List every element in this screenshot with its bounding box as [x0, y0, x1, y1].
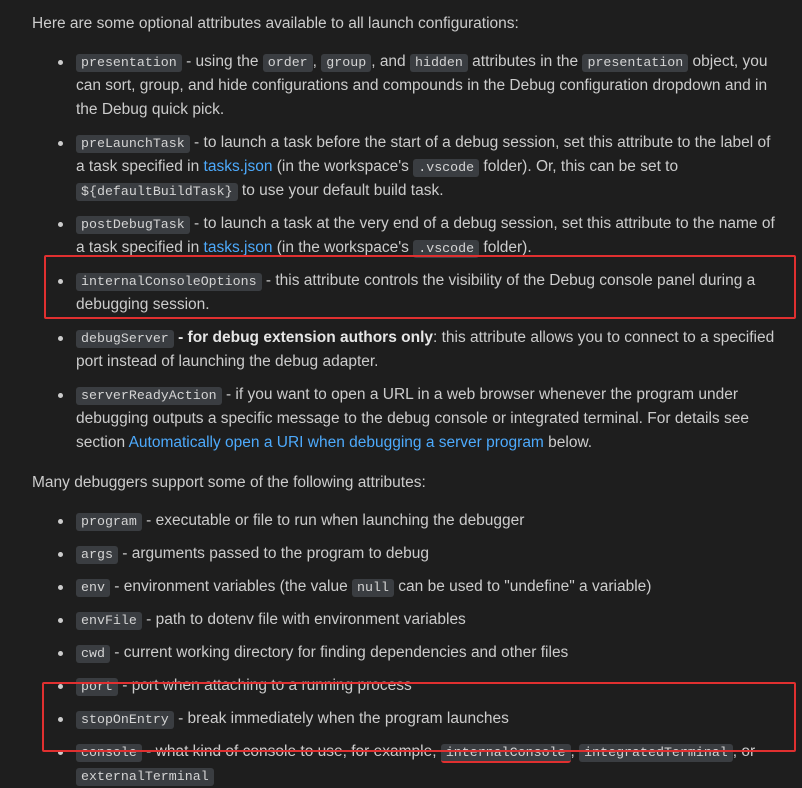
text-run: , and — [371, 53, 410, 71]
text-run: (in the workspace's — [272, 158, 414, 176]
list-item — [32, 608, 782, 632]
attribute-name: internalConsoleOptions — [76, 273, 262, 291]
text-run: - to launch a task at the very end of a debug session, set this attribute to the name of a task specified in — [76, 215, 775, 257]
list-item — [32, 707, 782, 731]
attribute-name: console — [76, 744, 142, 762]
text-run: object, you can sort, group, and hide configurations and compounds in the Debug configuration dropdown and in the Debug quick pick. — [76, 53, 768, 119]
text-run: can be used to "undefine" a variable) — [393, 578, 652, 596]
attribute-name: presentation — [76, 54, 182, 72]
list-item — [32, 383, 782, 455]
attribute-name: cwd — [76, 645, 110, 663]
emphasis-text: - for debug extension authors only — [173, 329, 433, 347]
list-item — [32, 326, 782, 374]
text-run: - port when attaching to a running process — [117, 677, 412, 695]
list-item — [32, 269, 782, 317]
inline-code: null — [352, 579, 394, 597]
text-run: - current working directory for finding dependencies and other files — [109, 644, 569, 662]
text-run: - break immediately when the program launches — [173, 710, 509, 728]
attribute-name: stopOnEntry — [76, 711, 174, 729]
doc-link[interactable]: Automatically open a URI when debugging a server program — [128, 434, 544, 452]
text-run: attributes in the — [467, 53, 583, 71]
list-item — [32, 212, 782, 260]
attribute-name: serverReadyAction — [76, 387, 222, 405]
list-item — [32, 641, 782, 665]
text-run: - executable or file to run when launching the debugger — [141, 512, 525, 530]
list-item — [32, 575, 782, 599]
attribute-name: envFile — [76, 612, 142, 630]
text-run: below. — [543, 434, 593, 452]
text-run: - what kind of console to use, for example, — [141, 743, 441, 761]
doc-link[interactable]: tasks.json — [203, 239, 273, 257]
text-run: to use your default build task. — [237, 182, 444, 200]
optional-attributes-list — [32, 50, 782, 455]
text-run: - this attribute controls the visibility of the Debug console panel during a debugging session. — [76, 272, 756, 314]
text-run: folder). — [479, 239, 532, 257]
list-item — [32, 509, 782, 533]
list-item — [32, 50, 782, 122]
inline-code: order — [263, 54, 313, 72]
attribute-name: postDebugTask — [76, 216, 190, 234]
text-run: - arguments passed to the program to debug — [117, 545, 429, 563]
inline-code: group — [321, 54, 371, 72]
text-run: - to launch a task before the start of a debug session, set this attribute to the label of a task specified in — [76, 134, 771, 176]
text-run: , or — [732, 743, 756, 761]
text-run: - if you want to open a URL in a web browser whenever the program under debugging outputs a specific message to the debug console or integrated terminal. For details see section — [76, 386, 749, 452]
inline-code: externalTerminal — [76, 768, 214, 786]
inline-code: presentation — [582, 54, 688, 72]
list-item — [32, 131, 782, 203]
list-item — [32, 674, 782, 698]
text-run: , — [312, 53, 322, 71]
text-run: , — [570, 743, 580, 761]
intro-paragraph: Here are some optional attributes available to all launch configurations: — [32, 15, 519, 32]
attribute-name: debugServer — [76, 330, 174, 348]
text-run: - path to dotenv file with environment variables — [141, 611, 466, 629]
attribute-name: preLaunchTask — [76, 135, 190, 153]
inline-code: hidden — [410, 54, 468, 72]
second-paragraph: Many debuggers support some of the following attributes: — [32, 474, 426, 492]
text-run: - environment variables (the value — [109, 578, 353, 596]
inline-code: internalConsole — [441, 744, 571, 763]
debugger-attributes-list — [32, 509, 782, 788]
attribute-name: args — [76, 546, 118, 564]
text-run: (in the workspace's — [272, 239, 414, 257]
attribute-name: env — [76, 579, 110, 597]
attribute-name: program — [76, 513, 142, 531]
inline-code: integratedTerminal — [579, 744, 733, 762]
text-run: - using the — [181, 53, 263, 71]
inline-code: ${defaultBuildTask} — [76, 183, 238, 201]
text-run: : this attribute allows you to connect to a specified port instead of launching the debug adapter. — [76, 329, 775, 371]
list-item — [32, 740, 782, 788]
text-run: folder). Or, this can be set to — [479, 158, 679, 176]
attribute-name: port — [76, 678, 118, 696]
list-item — [32, 542, 782, 566]
doc-link[interactable]: tasks.json — [203, 158, 273, 176]
inline-code: .vscode — [413, 240, 479, 258]
inline-code: .vscode — [413, 159, 479, 177]
